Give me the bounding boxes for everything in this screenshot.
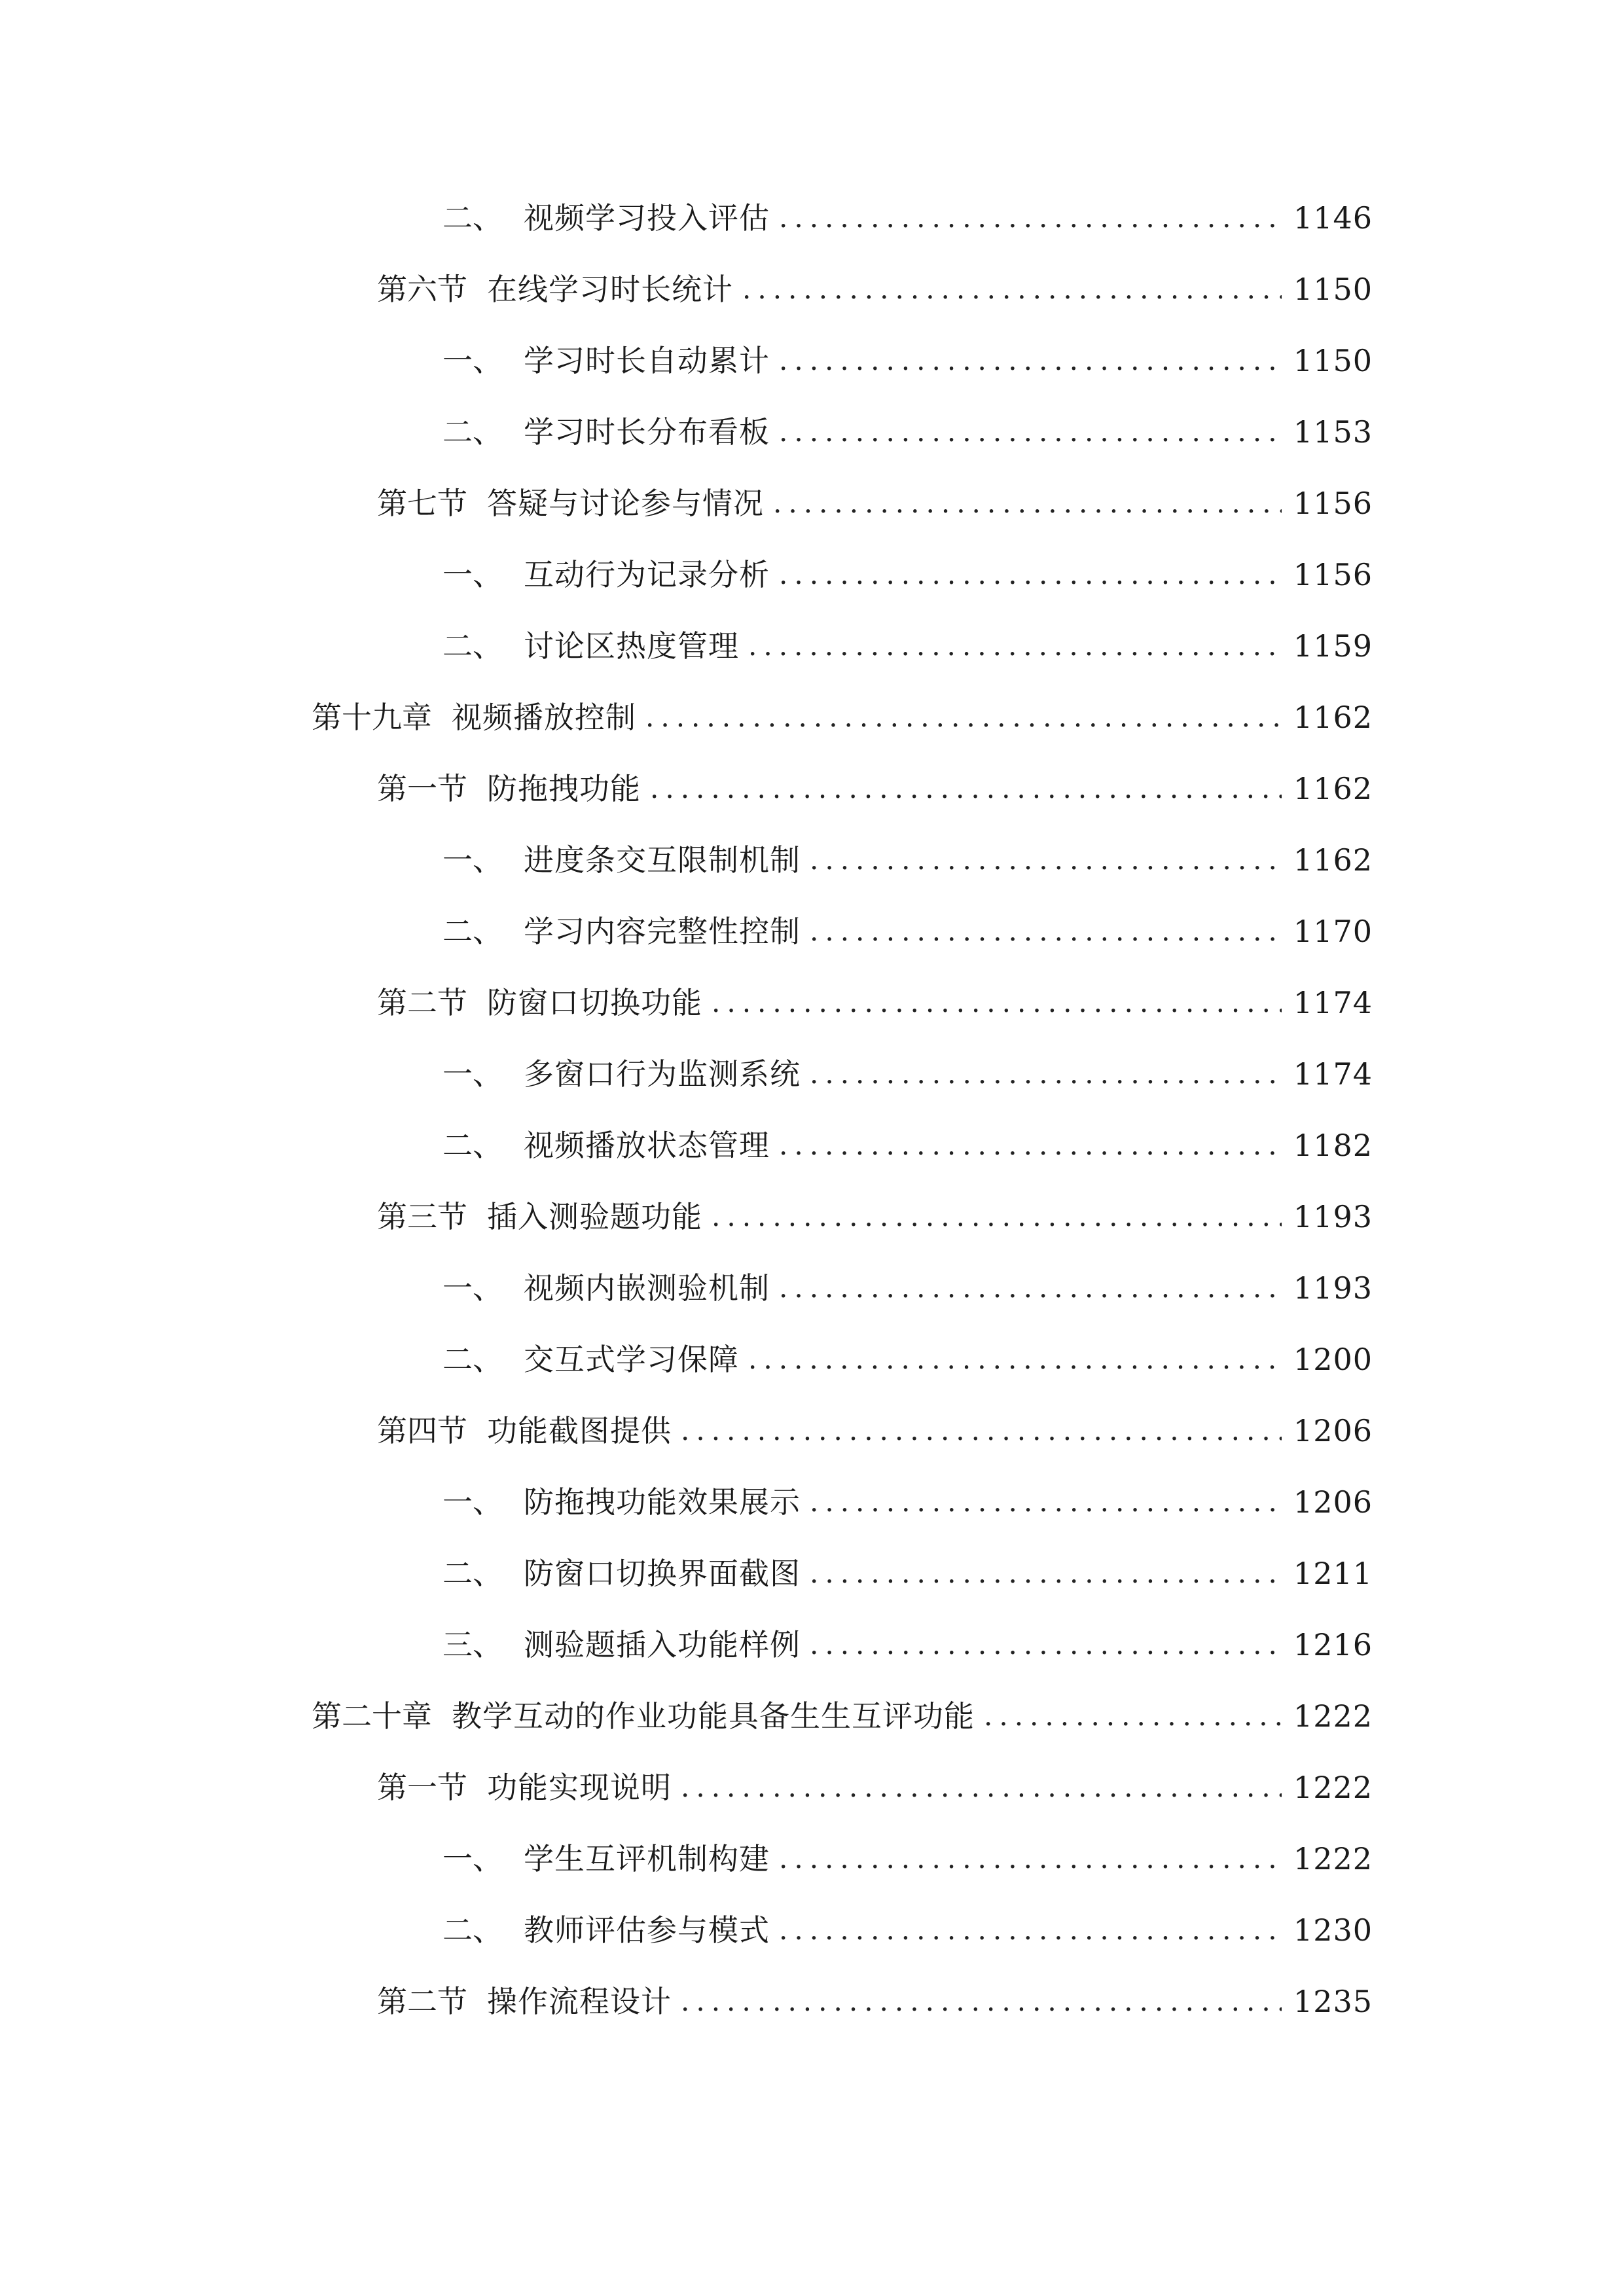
entry-page-number: 1222: [1293, 1841, 1373, 1876]
toc-entry[interactable]: [377, 1405, 1373, 1457]
entry-title: 防窗口切换功能: [487, 985, 702, 1020]
dot-leader: [810, 1060, 1282, 1088]
dot-leader: [810, 918, 1282, 945]
entry-page-number: 1153: [1293, 414, 1373, 450]
entry-title: 教师评估参与模式: [524, 1912, 770, 1948]
dot-leader: [650, 775, 1282, 802]
entry-title: 学习时长分布看板: [524, 414, 770, 450]
entry-number: 三、: [442, 1627, 503, 1662]
entry-page-number: 1156: [1293, 486, 1373, 521]
dot-leader: [779, 1916, 1282, 1944]
dot-leader: [742, 276, 1282, 303]
entry-title: 防窗口切换界面截图: [524, 1556, 801, 1591]
entry-number: 第一节: [377, 1770, 467, 1805]
dot-leader: [779, 204, 1282, 232]
toc-entry[interactable]: [442, 1262, 1373, 1314]
dot-leader: [645, 704, 1282, 731]
entry-title: 交互式学习保障: [524, 1342, 739, 1377]
dot-leader: [681, 1774, 1282, 1801]
entry-title: 视频播放控制: [452, 700, 636, 735]
entry-page-number: 1162: [1293, 700, 1373, 735]
toc-entry[interactable]: [377, 1761, 1373, 1814]
entry-title: 防拖拽功能效果展示: [524, 1484, 801, 1520]
entry-page-number: 1170: [1293, 914, 1373, 949]
entry-number: 第七节: [377, 486, 467, 521]
entry-page-number: 1156: [1293, 557, 1373, 592]
entry-page-number: 1150: [1293, 272, 1373, 307]
entry-title: 教学互动的作业功能具备生生互评功能: [452, 1698, 975, 1734]
toc-entry[interactable]: [377, 263, 1373, 315]
dot-leader: [748, 632, 1282, 660]
entry-page-number: 1174: [1293, 985, 1373, 1020]
entry-page-number: 1182: [1293, 1128, 1373, 1163]
dot-leader: [779, 561, 1282, 588]
entry-title: 多窗口行为监测系统: [524, 1056, 801, 1092]
entry-page-number: 1211: [1293, 1556, 1373, 1591]
entry-page-number: 1235: [1293, 1984, 1373, 2019]
entry-number: 第一节: [377, 771, 467, 806]
entry-page-number: 1146: [1293, 200, 1373, 236]
entry-number: 第十九章: [312, 700, 432, 735]
entry-title: 进度条交互限制机制: [524, 842, 801, 878]
entry-title: 插入测验题功能: [487, 1199, 702, 1234]
toc-entry[interactable]: [312, 691, 1373, 744]
toc-entry[interactable]: [442, 1333, 1373, 1386]
entry-number: 第四节: [377, 1413, 467, 1448]
dot-leader: [810, 1560, 1282, 1587]
toc-entry[interactable]: [377, 1975, 1373, 2028]
entry-page-number: 1193: [1293, 1199, 1373, 1234]
entry-title: 讨论区热度管理: [524, 628, 739, 664]
dot-leader: [810, 1631, 1282, 1659]
entry-page-number: 1222: [1293, 1698, 1373, 1734]
entry-number: 第二节: [377, 985, 467, 1020]
entry-number: 第六节: [377, 272, 467, 307]
toc-entry[interactable]: [377, 1191, 1373, 1243]
dot-leader: [779, 1132, 1282, 1159]
toc-entry[interactable]: [442, 406, 1373, 458]
dot-leader: [810, 846, 1282, 874]
entry-title: 视频播放状态管理: [524, 1128, 770, 1163]
dot-leader: [779, 418, 1282, 446]
toc-entry[interactable]: [442, 334, 1373, 387]
dot-leader: [712, 989, 1282, 1016]
entry-page-number: 1222: [1293, 1770, 1373, 1805]
entry-number: 第二节: [377, 1984, 467, 2019]
entry-title: 防拖拽功能: [487, 771, 641, 806]
toc-entry[interactable]: [442, 192, 1373, 244]
entry-title: 视频内嵌测验机制: [524, 1270, 770, 1306]
entry-number: 二、: [442, 1128, 503, 1163]
entry-number: 二、: [442, 914, 503, 949]
dot-leader: [681, 1988, 1282, 2015]
entry-title: 答疑与讨论参与情况: [487, 486, 764, 521]
entry-number: 二、: [442, 1912, 503, 1948]
entry-title: 测验题插入功能样例: [524, 1627, 801, 1662]
entry-number: 二、: [442, 1342, 503, 1377]
entry-page-number: 1230: [1293, 1912, 1373, 1948]
toc-entry[interactable]: [442, 1904, 1373, 1956]
entry-page-number: 1162: [1293, 842, 1373, 878]
dot-leader: [681, 1417, 1282, 1444]
entry-title: 学生互评机制构建: [524, 1841, 770, 1876]
dot-leader: [779, 1274, 1282, 1302]
entry-title: 在线学习时长统计: [487, 272, 733, 307]
entry-page-number: 1206: [1293, 1413, 1373, 1448]
entry-number: 二、: [442, 200, 503, 236]
toc-entry[interactable]: [442, 620, 1373, 672]
entry-title: 学习内容完整性控制: [524, 914, 801, 949]
entry-number: 一、: [442, 343, 503, 378]
entry-number: 第三节: [377, 1199, 467, 1234]
entry-title: 互动行为记录分析: [524, 557, 770, 592]
dot-leader: [779, 1845, 1282, 1873]
toc-entry[interactable]: [442, 834, 1373, 886]
entry-page-number: 1206: [1293, 1484, 1373, 1520]
entry-title: 操作流程设计: [487, 1984, 672, 2019]
entry-page-number: 1162: [1293, 771, 1373, 806]
toc-entry[interactable]: [377, 977, 1373, 1029]
entry-number: 一、: [442, 557, 503, 592]
entry-number: 一、: [442, 842, 503, 878]
toc-entry[interactable]: [442, 1048, 1373, 1100]
dot-leader: [779, 347, 1282, 374]
entry-number: 一、: [442, 1484, 503, 1520]
toc-entry[interactable]: [377, 477, 1373, 529]
entry-page-number: 1216: [1293, 1627, 1373, 1662]
dot-leader: [984, 1702, 1282, 1730]
dot-leader: [712, 1203, 1282, 1230]
entry-page-number: 1200: [1293, 1342, 1373, 1377]
toc-entry[interactable]: [312, 1690, 1373, 1742]
entry-title: 学习时长自动累计: [524, 343, 770, 378]
entry-page-number: 1174: [1293, 1056, 1373, 1092]
dot-leader: [773, 490, 1282, 517]
toc-entry[interactable]: [442, 1619, 1373, 1671]
toc-entry[interactable]: [442, 1476, 1373, 1528]
toc-entry[interactable]: [377, 762, 1373, 815]
toc-entry[interactable]: [442, 1833, 1373, 1885]
entry-number: 第二十章: [312, 1698, 432, 1734]
entry-title: 视频学习投入评估: [524, 200, 770, 236]
entry-number: 一、: [442, 1270, 503, 1306]
entry-page-number: 1150: [1293, 343, 1373, 378]
toc-entry[interactable]: [442, 548, 1373, 601]
entry-number: 一、: [442, 1841, 503, 1876]
entry-number: 一、: [442, 1056, 503, 1092]
dot-leader: [810, 1488, 1282, 1516]
entry-title: 功能截图提供: [487, 1413, 672, 1448]
entry-number: 二、: [442, 628, 503, 664]
toc-entry[interactable]: [442, 1547, 1373, 1600]
entry-number: 二、: [442, 1556, 503, 1591]
toc-entry[interactable]: [442, 1119, 1373, 1172]
entry-page-number: 1193: [1293, 1270, 1373, 1306]
toc-entry[interactable]: [442, 905, 1373, 958]
entry-number: 二、: [442, 414, 503, 450]
entry-title: 功能实现说明: [487, 1770, 672, 1805]
entry-page-number: 1159: [1293, 628, 1373, 664]
dot-leader: [748, 1346, 1282, 1373]
